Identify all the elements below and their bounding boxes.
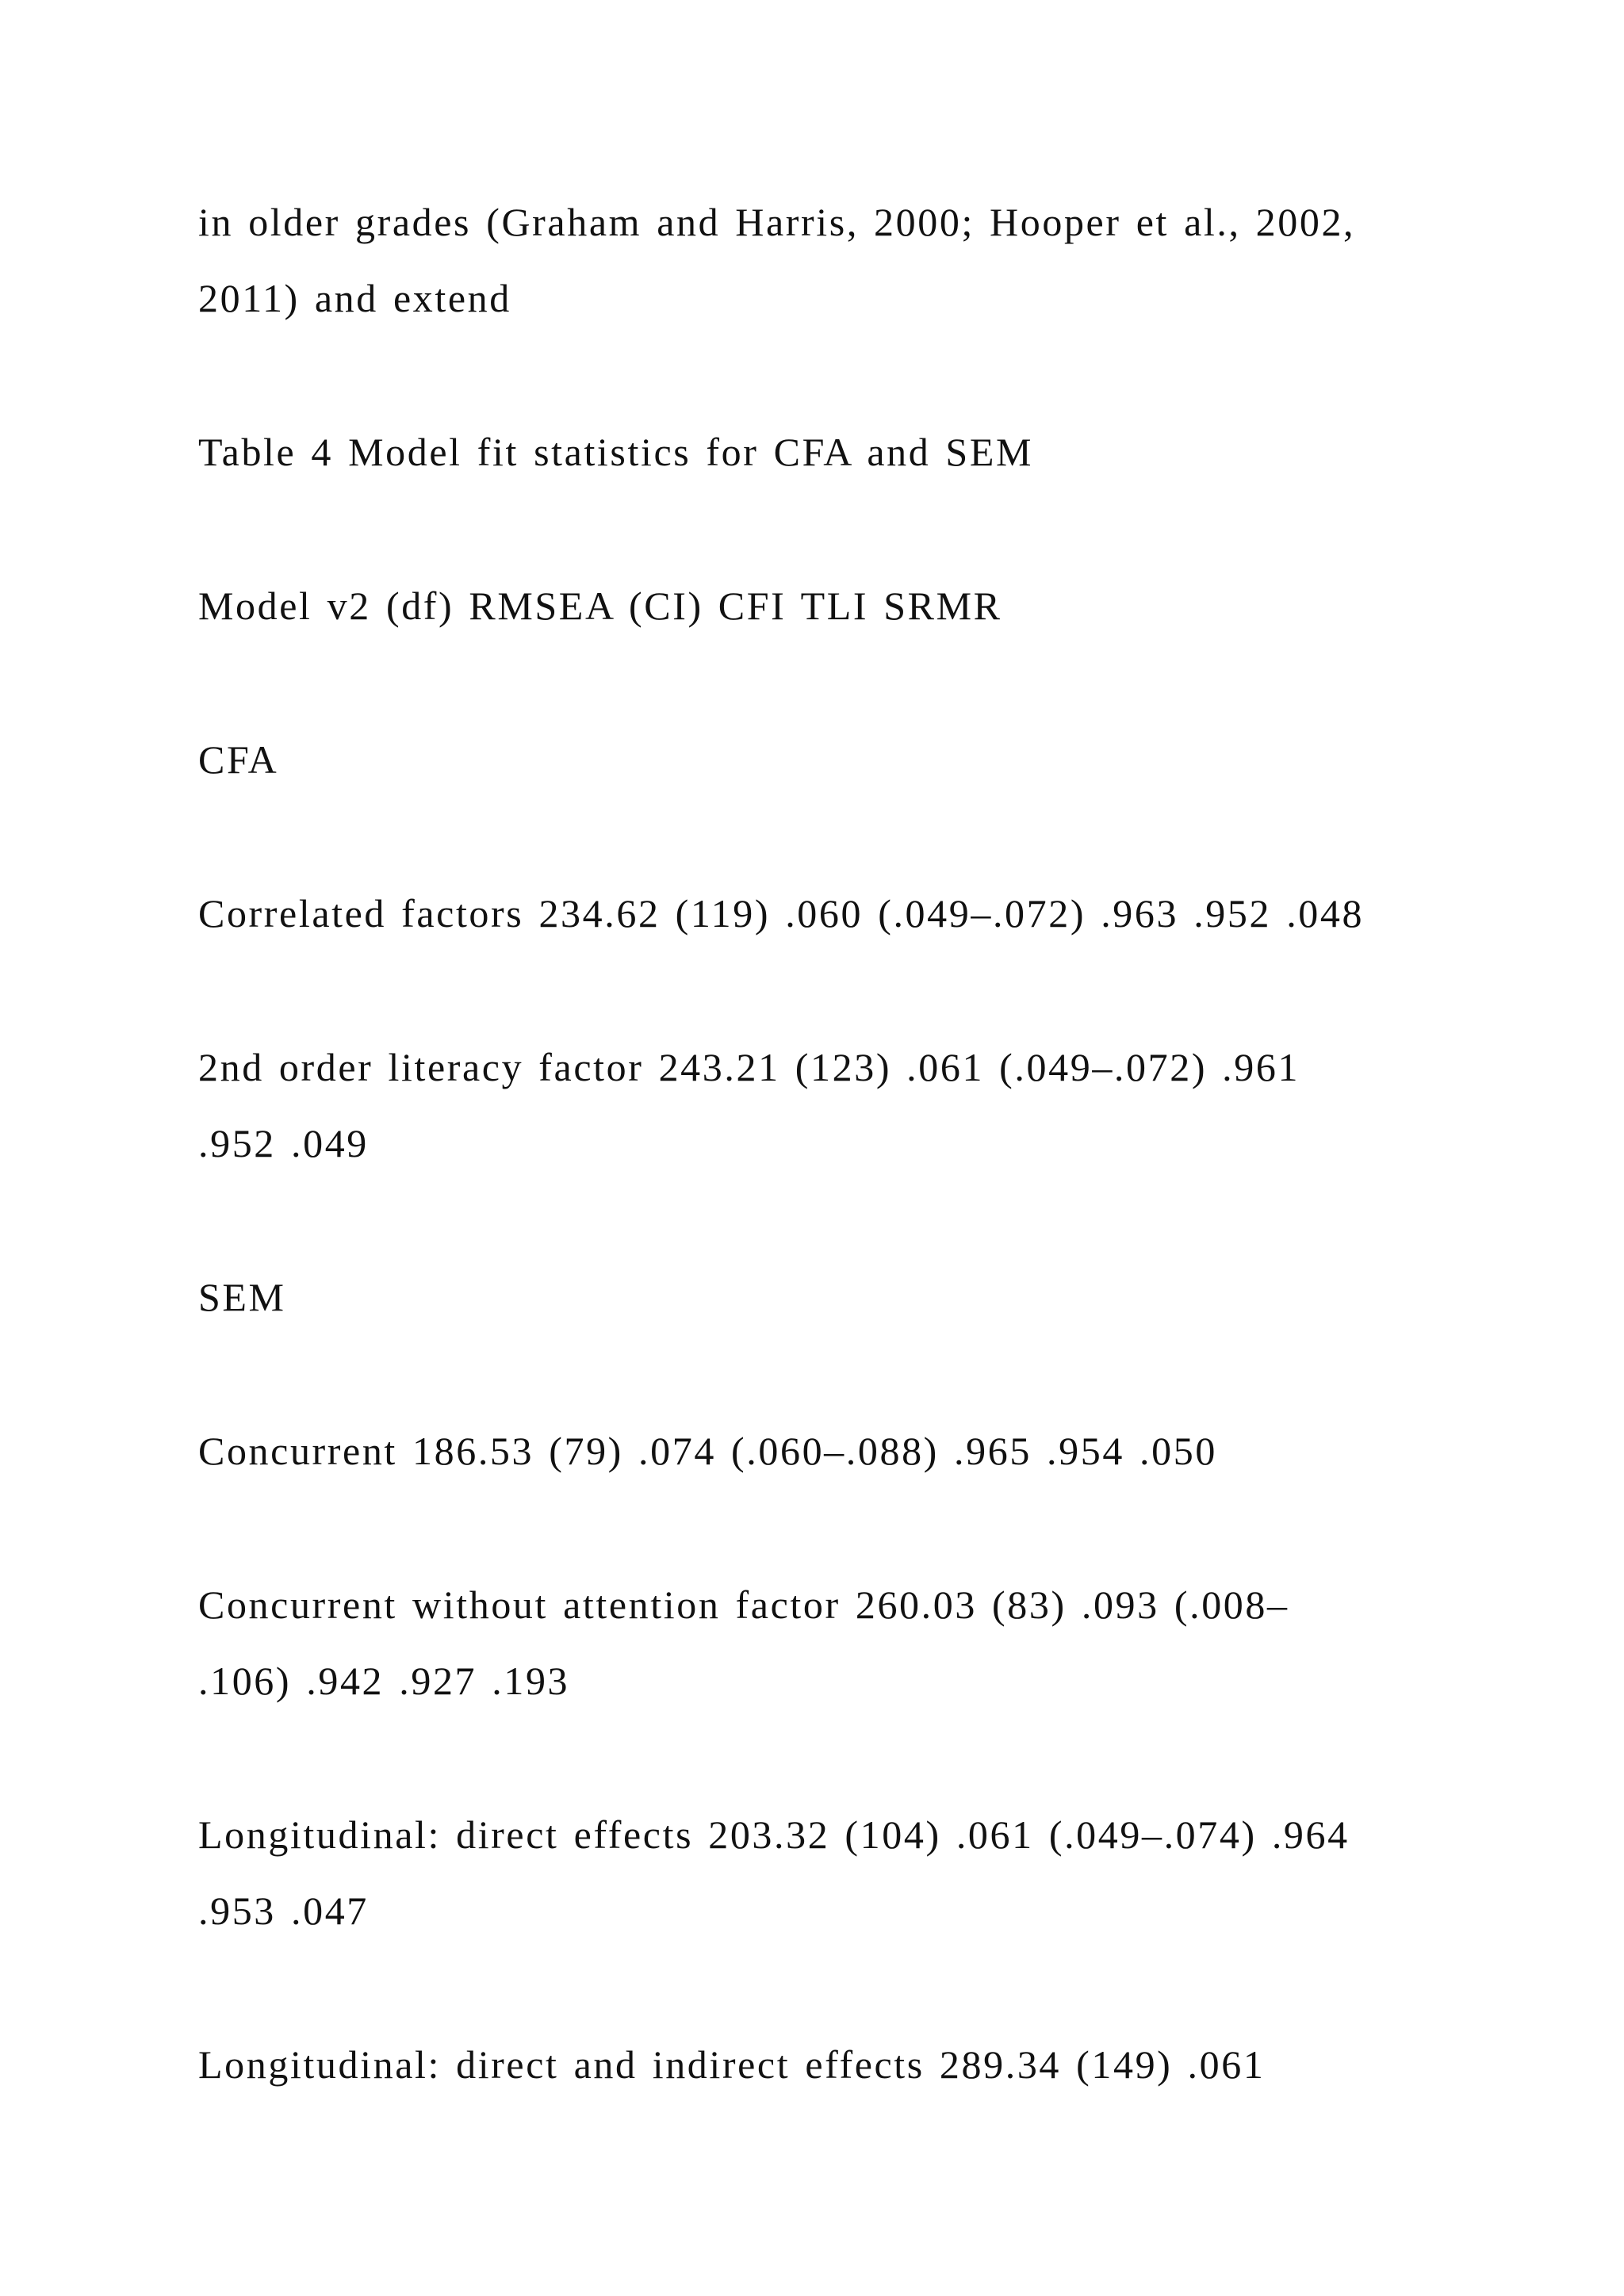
text-line: in older grades (Graham and Harris, 2000; Hooper et al., 2002, xyxy=(198,200,1356,244)
text-line: 2011) and extend xyxy=(198,276,511,320)
table-section-heading xyxy=(198,721,1483,798)
text-line: CFA xyxy=(198,737,279,782)
text-line: 2nd order literacy factor 243.21 (123) .061 (.049–.072) .961 xyxy=(198,1045,1300,1089)
text-line: Longitudinal: direct and indirect effects 289.34 (149) .061 xyxy=(198,2042,1266,2087)
text-line: Concurrent without attention factor 260.03 (83) .093 (.008– xyxy=(198,1582,1289,1627)
text-line: Concurrent 186.53 (79) .074 (.060–.088) .965 .954 .050 xyxy=(198,1429,1217,1473)
table-header-row xyxy=(198,568,1483,644)
table-row xyxy=(198,875,1483,951)
table-section-heading xyxy=(198,1259,1483,1335)
table-row xyxy=(198,1029,1483,1181)
text-line: .953 .047 xyxy=(198,1888,369,1933)
text-line: Model v2 (df) RMSEA (CI) CFI TLI SRMR xyxy=(198,584,1002,628)
text-line: Longitudinal: direct effects 203.32 (104) .061 (.049–.074) .964 xyxy=(198,1812,1350,1857)
table-row xyxy=(198,2026,1483,2103)
text-line: Table 4 Model fit statistics for CFA and SEM xyxy=(198,430,1034,474)
body-paragraph xyxy=(198,184,1483,336)
table-row xyxy=(198,1567,1483,1719)
table-row xyxy=(198,1797,1483,1949)
text-line: SEM xyxy=(198,1275,286,1319)
table-row xyxy=(198,1413,1483,1489)
text-line: .952 .049 xyxy=(198,1121,369,1165)
text-line: .106) .942 .927 .193 xyxy=(198,1659,570,1703)
table-caption xyxy=(198,414,1483,490)
text-line: Correlated factors 234.62 (119) .060 (.049–.072) .963 .952 .048 xyxy=(198,891,1365,936)
